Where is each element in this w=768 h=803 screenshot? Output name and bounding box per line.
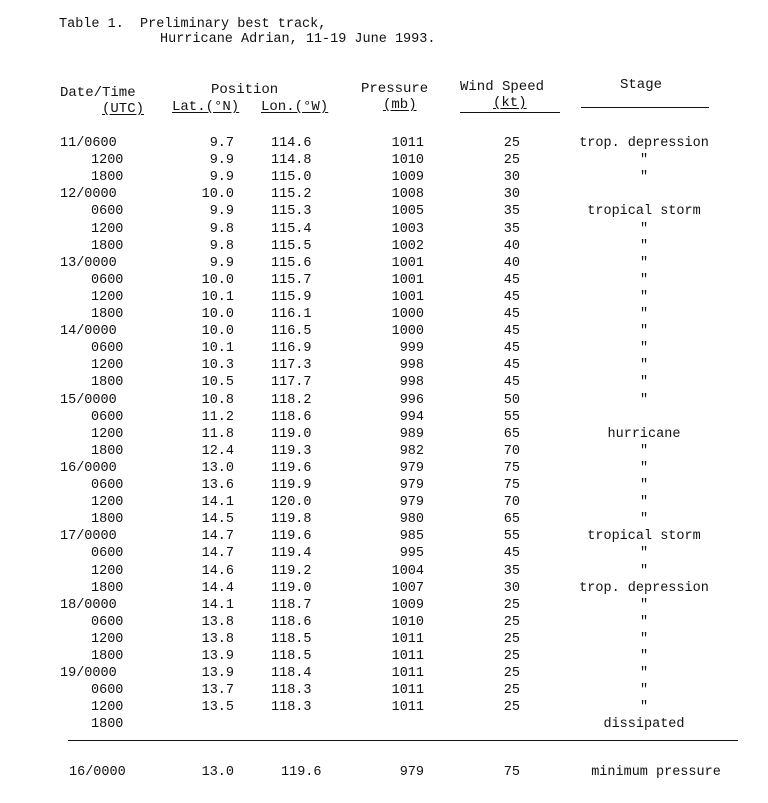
row-pressure: 1005 [391,204,424,220]
row-lon: 118.5 [271,649,312,664]
row-stage: " [639,392,649,408]
row-stage: " [639,221,649,237]
row-datetime: 1800 [91,238,124,254]
row-pressure: 1011 [391,631,424,647]
table-row [0,461,768,478]
row-stage: " [639,272,649,288]
row-stage: " [639,153,649,169]
row-lat: 14.5 [201,512,234,528]
row-lat: 10.5 [201,375,234,391]
row-lat: 13.8 [201,614,234,630]
row-stage: " [639,683,649,699]
summary-wind: 75 [503,765,520,780]
row-stage: " [639,700,649,716]
header-datetime: Date/Time [60,85,136,101]
table-row [0,187,768,204]
row-lon: 118.5 [271,631,312,647]
row-datetime: 1200 [91,631,124,647]
row-stage: " [639,375,649,391]
row-wind: 45 [503,272,520,288]
row-datetime: 1200 [91,221,124,237]
row-wind: 25 [503,614,520,630]
row-lat: 13.9 [201,649,234,664]
row-lon: 118.6 [271,409,312,425]
row-lon: 118.3 [271,700,312,716]
row-wind: 40 [503,255,520,271]
row-wind: 65 [503,512,520,528]
row-lat: 9.9 [209,170,234,186]
row-pressure: 1011 [391,649,424,664]
table-row [0,717,768,734]
row-datetime: 0600 [91,409,124,425]
row-wind: 50 [503,392,520,408]
table-row [0,324,768,341]
row-wind: 35 [503,563,520,579]
row-stage: " [639,546,649,562]
summary-pressure: 979 [399,765,424,780]
row-stage: " [639,614,649,630]
row-lon: 118.3 [271,683,312,699]
table-row [0,581,768,598]
table-row [0,683,768,700]
row-pressure: 1000 [391,324,424,340]
row-pressure: 1011 [391,666,424,682]
row-lon: 115.6 [271,255,312,271]
row-pressure: 1010 [391,153,424,169]
table-row [0,375,768,392]
row-wind: 55 [503,409,520,425]
table-row [0,615,768,632]
row-datetime: 1800 [91,170,124,186]
row-datetime: 0600 [91,683,124,699]
table-row [0,598,768,615]
row-lon: 118.7 [271,597,312,613]
row-pressure: 998 [399,375,424,391]
table-label: Table 1. [59,17,124,32]
row-stage: " [639,358,649,374]
row-lon: 118.2 [271,392,312,408]
row-wind: 45 [503,546,520,562]
summary-datetime: 16/0000 [69,765,126,780]
row-lat: 14.7 [201,529,234,545]
row-lon: 114.8 [271,153,312,169]
row-datetime: 15/0000 [60,392,117,408]
row-lon: 119.4 [271,546,312,562]
row-pressure: 999 [399,341,424,357]
row-wind: 45 [503,341,520,357]
row-wind: 25 [503,683,520,699]
table-row [0,341,768,358]
row-datetime: 0600 [91,204,124,220]
header-kt: (kt) [493,95,527,111]
table-row [0,170,768,187]
row-stage: " [639,478,649,493]
summary-lon: 119.6 [281,765,322,780]
row-lat: 13.0 [201,460,234,476]
row-pressure: 1010 [391,614,424,630]
row-lat: 14.4 [201,580,234,596]
table-row [0,564,768,581]
table-row [0,632,768,649]
row-lon: 114.6 [271,136,312,151]
row-datetime: 0600 [91,341,124,357]
table-row [0,222,768,239]
table-row [0,256,768,273]
row-datetime: 1800 [91,580,124,596]
row-pressure: 979 [399,495,424,511]
header-stage: Stage [620,77,663,93]
table-row [0,273,768,290]
row-lat: 13.5 [201,700,234,716]
row-lat: 11.2 [201,409,234,425]
row-wind: 25 [503,153,520,169]
row-lat: 9.9 [209,204,234,220]
row-pressure: 980 [399,512,424,528]
row-wind: 25 [503,597,520,613]
row-wind: 45 [503,358,520,374]
row-wind: 25 [503,136,520,151]
row-lat: 14.7 [201,546,234,562]
table-row [0,546,768,563]
row-wind: 45 [503,307,520,322]
row-lat: 10.3 [201,358,234,374]
row-lat: 9.8 [209,238,234,254]
row-wind: 30 [503,170,520,186]
row-wind: 75 [503,478,520,493]
row-datetime: 1800 [91,443,124,459]
row-pressure: 1008 [391,187,424,203]
row-wind: 35 [503,204,520,220]
row-datetime: 1200 [91,153,124,169]
table-row [0,153,768,170]
row-pressure: 1009 [391,597,424,613]
row-lat: 13.6 [201,478,234,493]
row-datetime: 1200 [91,426,124,442]
row-datetime: 13/0000 [60,255,117,271]
table-row [0,427,768,444]
row-stage: " [639,289,649,305]
row-stage: " [639,495,649,511]
table-row [0,478,768,495]
row-wind: 40 [503,238,520,254]
row-wind: 70 [503,495,520,511]
row-datetime: 1800 [91,512,124,528]
row-pressure: 1003 [391,221,424,237]
row-lon: 119.9 [271,478,312,493]
row-lat: 13.9 [201,666,234,682]
row-stage: trop. depression [579,136,709,151]
row-wind: 70 [503,443,520,459]
header-lon: Lon.(°W) [261,99,329,115]
row-pressure: 1011 [391,683,424,699]
row-lon: 117.7 [271,375,312,391]
row-lon: 118.6 [271,614,312,630]
row-datetime: 1800 [91,649,124,664]
row-pressure: 985 [399,529,424,545]
row-lat: 10.0 [201,324,234,340]
row-lat: 10.1 [201,289,234,305]
row-datetime: 19/0000 [60,666,117,682]
row-stage: tropical storm [587,529,701,545]
row-lat: 13.7 [201,683,234,699]
row-wind: 25 [503,666,520,682]
row-lon: 119.0 [271,580,312,596]
row-lat: 10.0 [201,272,234,288]
row-stage: " [639,563,649,579]
row-wind: 25 [503,631,520,647]
row-lon: 119.6 [271,529,312,545]
row-stage: " [639,307,649,322]
row-lat: 9.9 [209,153,234,169]
summary-stage: minimum pressure [591,765,721,780]
row-stage: " [639,597,649,613]
row-lat: 14.6 [201,563,234,579]
row-stage: " [639,443,649,459]
row-lat: 10.1 [201,341,234,357]
row-pressure: 998 [399,358,424,374]
header-utc: (UTC) [102,101,145,117]
row-lon: 115.5 [271,238,312,254]
row-datetime: 1200 [91,563,124,579]
row-datetime: 1200 [91,358,124,374]
summary-row [0,765,768,782]
row-lon: 120.0 [271,495,312,511]
row-pressure: 979 [399,460,424,476]
row-wind: 30 [503,187,520,203]
row-wind: 25 [503,649,520,664]
row-lon: 119.3 [271,443,312,459]
table-row [0,649,768,666]
row-datetime: 0600 [91,614,124,630]
row-pressure: 1002 [391,238,424,254]
row-stage: " [639,341,649,357]
caption-line-1: Preliminary best track, [140,17,327,32]
row-datetime: 1200 [91,495,124,511]
row-stage: " [639,460,649,476]
table-row [0,290,768,307]
row-pressure: 1000 [391,307,424,322]
row-wind: 30 [503,580,520,596]
row-lon: 118.4 [271,666,312,682]
caption-line-2: Hurricane Adrian, 11-19 June 1993. [160,32,436,47]
row-datetime: 12/0000 [60,187,117,203]
row-lon: 115.3 [271,204,312,220]
row-lat: 10.8 [201,392,234,408]
row-lon: 119.2 [271,563,312,579]
header-wind-speed: Wind Speed [460,79,545,95]
table-row [0,239,768,256]
row-lon: 119.6 [271,460,312,476]
row-pressure: 1001 [391,272,424,288]
row-wind: 45 [503,375,520,391]
row-datetime: 1200 [91,289,124,305]
row-stage: " [639,324,649,340]
table-row [0,393,768,410]
wind-header-rule [460,112,560,113]
row-wind: 65 [503,426,520,442]
row-pressure: 1011 [391,136,424,151]
row-datetime: 14/0000 [60,324,117,340]
row-lat: 10.0 [201,187,234,203]
table-row [0,358,768,375]
row-lat: 12.4 [201,443,234,459]
row-stage: tropical storm [587,204,701,220]
row-datetime: 1800 [91,375,124,391]
row-wind: 55 [503,529,520,545]
header-mb: (mb) [383,97,417,113]
row-stage: " [639,666,649,682]
row-lon: 115.0 [271,170,312,186]
row-lat: 13.8 [201,631,234,647]
row-datetime: 0600 [91,272,124,288]
row-pressure: 1007 [391,580,424,596]
row-datetime: 0600 [91,546,124,562]
row-wind: 35 [503,221,520,237]
row-lat: 14.1 [201,597,234,613]
row-pressure: 996 [399,392,424,408]
row-lon: 119.8 [271,512,312,528]
table-row [0,444,768,461]
row-stage: " [639,649,649,664]
row-pressure: 989 [399,426,424,442]
row-pressure: 1011 [391,700,424,716]
row-wind: 45 [503,324,520,340]
row-lat: 9.8 [209,221,234,237]
row-lat: 14.1 [201,495,234,511]
row-stage: " [639,631,649,647]
row-pressure: 995 [399,546,424,562]
row-lon: 115.4 [271,221,312,237]
row-datetime: 1800 [91,717,124,733]
table-row [0,495,768,512]
summary-divider [68,740,738,741]
row-lon: 115.7 [271,272,312,288]
row-datetime: 1200 [91,700,124,716]
row-pressure: 979 [399,478,424,493]
row-lat: 11.8 [201,426,234,442]
table-row [0,307,768,324]
row-stage: trop. depression [579,580,709,596]
row-lon: 116.1 [271,307,312,322]
row-datetime: 18/0000 [60,597,117,613]
stage-header-rule [581,107,709,108]
summary-lat: 13.0 [201,765,234,780]
row-stage: dissipated [603,717,685,733]
row-lat: 10.0 [201,307,234,322]
row-pressure: 1009 [391,170,424,186]
row-stage: " [639,255,649,271]
row-lat: 9.9 [209,255,234,271]
header-lat: Lat.(°N) [172,99,240,115]
table-row [0,529,768,546]
row-stage: hurricane [607,426,681,442]
table-row [0,410,768,427]
row-lon: 115.9 [271,289,312,305]
row-lon: 115.2 [271,187,312,203]
row-stage: " [639,238,649,254]
table-row [0,512,768,529]
row-pressure: 994 [399,409,424,425]
row-datetime: 16/0000 [60,460,117,476]
row-stage: " [639,512,649,528]
row-pressure: 1001 [391,255,424,271]
row-lon: 116.9 [271,341,312,357]
row-lon: 116.5 [271,324,312,340]
row-datetime: 0600 [91,478,124,493]
row-lon: 117.3 [271,358,312,374]
row-datetime: 17/0000 [60,529,117,545]
row-wind: 45 [503,289,520,305]
table-row [0,666,768,683]
row-pressure: 1001 [391,289,424,305]
header-pressure: Pressure [361,81,429,97]
row-stage: " [639,170,649,186]
row-lat: 9.7 [209,136,234,151]
header-position: Position [211,82,279,98]
table-row [0,204,768,221]
row-datetime: 11/0600 [60,136,117,151]
row-wind: 25 [503,700,520,716]
row-datetime: 1800 [91,307,124,322]
table-row [0,136,768,153]
row-wind: 75 [503,460,520,476]
table-row [0,700,768,717]
row-pressure: 982 [399,443,424,459]
row-lon: 119.0 [271,426,312,442]
row-pressure: 1004 [391,563,424,579]
